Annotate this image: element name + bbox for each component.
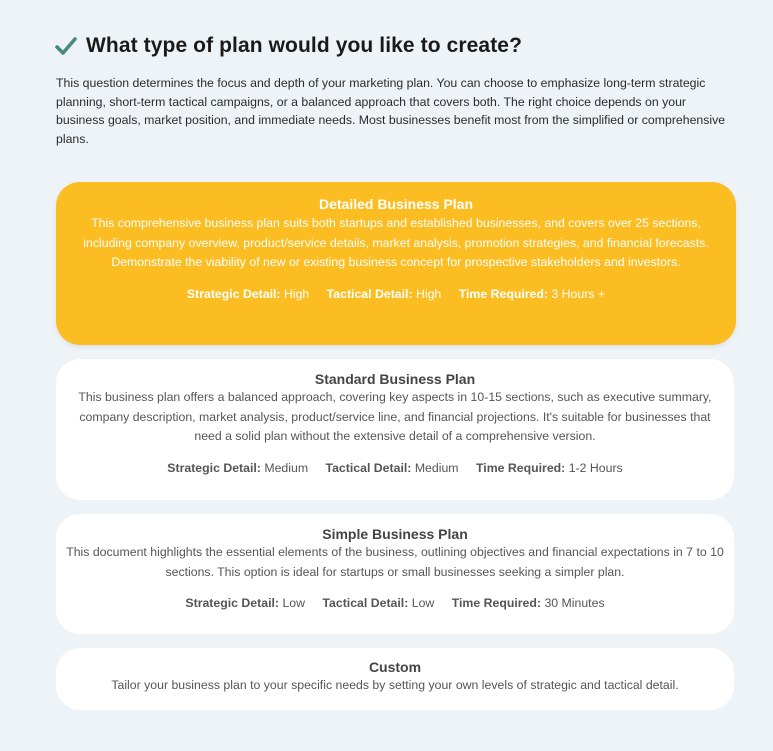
time-label: Time Required:	[475, 460, 566, 475]
option-meta	[66, 287, 726, 301]
strategic-value: High	[283, 286, 310, 301]
strategic-label: Strategic Detail:	[185, 596, 280, 610]
time-value: 3 Hours +	[551, 286, 606, 301]
option-custom-plan[interactable]	[56, 648, 734, 710]
strategic-value: Medium	[264, 460, 309, 475]
option-title: Custom	[368, 659, 422, 675]
time-value: 1-2 Hours	[568, 460, 623, 475]
option-description: Tailor your business plan to your specific needs by setting your own levels of strategic and tactical detail.	[111, 678, 679, 692]
plan-options	[56, 182, 736, 710]
option-title: Standard Business Plan	[314, 371, 476, 387]
plan-type-question	[56, 26, 736, 724]
strategic-label: Strategic Detail:	[186, 286, 281, 301]
question-description: This question determines the focus and depth of your marketing plan. You can choose to emphasize long-term strategic planning, short-term tactical campaigns, or a balanced approach that covers both. The right choice depends on your business goals, market position, and immediate needs. Most businesses benefit most from the simplified or comprehensive plans.	[56, 76, 726, 146]
option-standard-business-plan[interactable]	[56, 359, 734, 500]
option-simple-business-plan[interactable]	[56, 514, 734, 634]
option-title: Simple Business Plan	[322, 526, 468, 542]
tactical-value: Low	[411, 596, 435, 610]
tactical-label: Tactical Detail:	[322, 596, 409, 610]
option-meta	[66, 596, 724, 610]
tactical-label: Tactical Detail:	[326, 286, 413, 301]
tactical-label: Tactical Detail:	[325, 460, 412, 475]
checkmark-icon	[54, 34, 78, 58]
question-header	[56, 26, 736, 66]
option-meta	[66, 461, 724, 475]
option-detailed-business-plan[interactable]	[56, 182, 736, 345]
tactical-value: Medium	[414, 460, 459, 475]
tactical-value: High	[415, 286, 442, 301]
time-label: Time Required:	[451, 596, 542, 610]
question-title: What type of plan would you like to create?	[86, 34, 523, 57]
time-value: 30 Minutes	[544, 596, 605, 610]
option-title: Detailed Business Plan	[318, 196, 474, 212]
strategic-label: Strategic Detail:	[167, 460, 261, 475]
option-description: This document highlights the essential elements of the business, outlining objectives and financial expectations in 7 to 10 sections. This option is ideal for startups or small businesses seeking a simpler plan.	[66, 545, 724, 579]
time-label: Time Required:	[458, 286, 548, 301]
strategic-value: Low	[282, 596, 305, 610]
option-description: This comprehensive business plan suits both startups and established businesses, and covers over 25 sections, including company overview, product/service details, market analysis, promotion strategies, and financial forecasts. Demonstrate the viability of new or existing business concept for prospective stakeholders and investors.	[83, 216, 709, 269]
option-description: This business plan offers a balanced approach, covering key aspects in 10-15 sections, such as executive summary, company description, market analysis, product/service line, and financial projections. It's suitable for businesses that need a solid plan without the extensive detail of a comprehensive version.	[78, 390, 712, 443]
